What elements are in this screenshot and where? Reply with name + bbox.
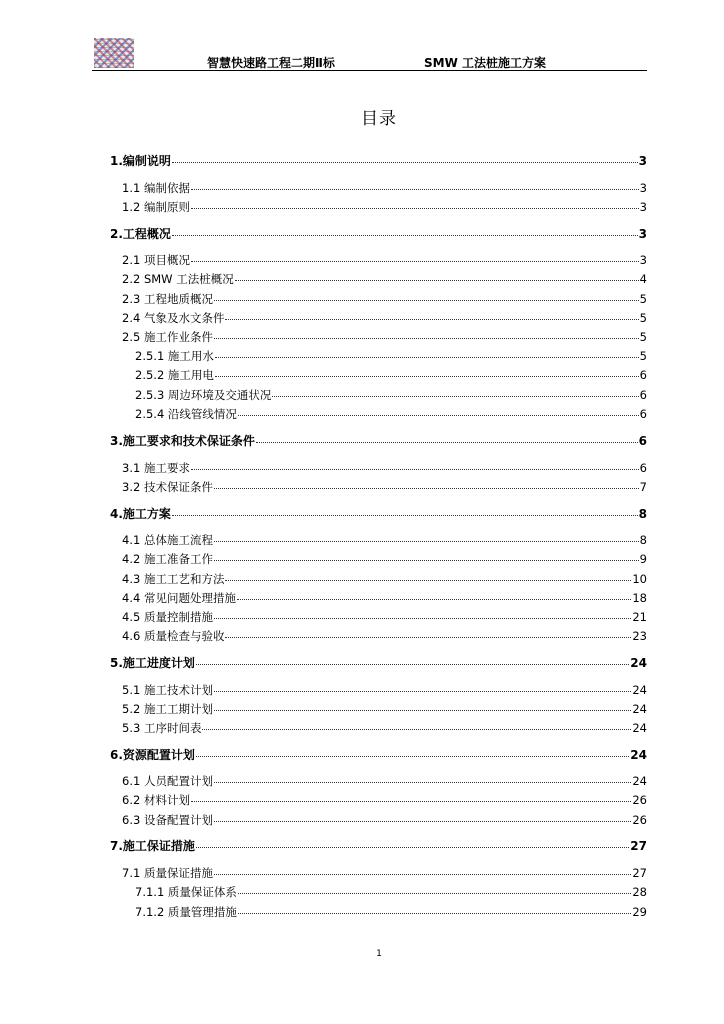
toc-dot-leader (214, 678, 631, 692)
toc-entry-title: 2.5.3 周边环境及交通状况 (135, 388, 272, 402)
toc-entry[interactable] (122, 308, 647, 326)
toc-entry[interactable] (135, 385, 647, 403)
toc-entry-page: 6 (639, 407, 647, 421)
toc-dot-leader (214, 287, 639, 301)
toc-entry-title: 2.工程概况 (110, 227, 171, 241)
toc-entry-title: 2.1 项目概况 (122, 253, 190, 267)
header-project-name: 智慧快速路工程二期Ⅱ标 (207, 56, 335, 70)
toc-entry[interactable] (122, 863, 647, 881)
toc-entry-title: 3.施工要求和技术保证条件 (110, 434, 255, 448)
toc-entry[interactable] (135, 882, 647, 900)
toc-entry[interactable] (122, 718, 647, 736)
toc-entry-page: 24 (632, 721, 647, 735)
toc-entry[interactable] (122, 269, 647, 287)
toc-entry-title: 4.1 总体施工流程 (122, 533, 213, 547)
toc-entry[interactable] (110, 745, 647, 763)
toc-entry-title: 5.施工进度计划 (110, 656, 195, 670)
toc-entry-page: 3 (639, 181, 647, 195)
toc-entry[interactable] (122, 569, 647, 587)
toc-entry[interactable] (110, 224, 647, 242)
toc-entry[interactable] (122, 458, 647, 476)
page-number: 1 (376, 949, 382, 959)
toc-entry-page: 24 (630, 748, 647, 762)
toc-entry[interactable] (110, 431, 647, 449)
toc-dot-leader (235, 267, 639, 281)
toc-entry[interactable] (122, 477, 647, 495)
toc-entry-title: 4.6 质量检查与验收 (122, 629, 225, 643)
toc-entry[interactable] (122, 327, 647, 345)
toc-entry[interactable] (122, 680, 647, 698)
toc-dot-leader (214, 475, 639, 489)
toc-dot-leader (214, 769, 631, 783)
toc-entry-title: 7.1.1 质量保证体系 (135, 885, 237, 899)
toc-entry-page: 3 (639, 253, 647, 267)
toc-entry-page: 24 (632, 774, 647, 788)
toc-entry-page: 5 (639, 292, 647, 306)
toc-entry-page: 8 (638, 507, 647, 521)
toc-entry-title: 1.2 编制原则 (122, 200, 190, 214)
toc-entry-page: 3 (638, 154, 647, 168)
toc-entry-page: 24 (632, 683, 647, 697)
toc-entry-page: 23 (632, 629, 647, 643)
toc-entry[interactable] (122, 549, 647, 567)
toc-dot-leader (202, 716, 631, 730)
toc-entry[interactable] (135, 346, 647, 364)
toc-dot-leader (238, 900, 631, 914)
toc-dot-leader (196, 834, 629, 848)
toc-entry-page: 28 (632, 885, 647, 899)
toc-entry-page: 3 (638, 227, 647, 241)
toc-entry-page: 10 (632, 572, 647, 586)
toc-dot-leader (272, 383, 638, 397)
toc-dot-leader (237, 586, 631, 600)
toc-entry[interactable] (110, 504, 647, 522)
toc-entry-title: 1.编制说明 (110, 154, 171, 168)
toc-dot-leader (215, 344, 639, 358)
toc-dot-leader (214, 325, 639, 339)
toc-entry[interactable] (122, 607, 647, 625)
toc-entry-page: 4 (639, 272, 647, 286)
toc-entry[interactable] (135, 404, 647, 422)
toc-dot-leader (238, 880, 631, 894)
toc-dot-leader (225, 624, 631, 638)
toc-entry-title: 4.4 常见问题处理措施 (122, 591, 236, 605)
toc-dot-leader (172, 502, 638, 516)
toc-entry[interactable] (122, 250, 647, 268)
toc-dot-leader (214, 861, 631, 875)
toc-entry-page: 5 (639, 349, 647, 363)
toc-dot-leader (256, 429, 638, 443)
toc-entry-page: 27 (630, 839, 647, 853)
toc-entry[interactable] (122, 197, 647, 215)
toc-entry-title: 5.3 工序时间表 (122, 721, 202, 735)
toc-dot-leader (172, 222, 638, 236)
toc-entry-page: 26 (632, 793, 647, 807)
toc-entry-page: 8 (639, 533, 647, 547)
toc-dot-leader (191, 456, 639, 470)
toc-entry[interactable] (122, 530, 647, 548)
toc-entry-title: 2.5.2 施工用电 (135, 368, 214, 382)
toc-entry-title: 7.1.2 质量管理措施 (135, 905, 237, 919)
toc-entry[interactable] (110, 653, 647, 671)
toc-entry-page: 18 (632, 591, 647, 605)
toc-entry-page: 24 (632, 702, 647, 716)
toc-entry-title: 5.1 施工技术计划 (122, 683, 213, 697)
toc-dot-leader (196, 651, 629, 665)
toc-entry[interactable] (122, 289, 647, 307)
toc-entry-title: 4.3 施工工艺和方法 (122, 572, 225, 586)
toc-entry-page: 6 (639, 388, 647, 402)
toc-entry-title: 2.3 工程地质概况 (122, 292, 213, 306)
toc-entry-title: 6.2 材料计划 (122, 793, 190, 807)
toc-entry-page: 27 (632, 866, 647, 880)
toc-entry-title: 6.3 设备配置计划 (122, 813, 213, 827)
toc-dot-leader (214, 547, 639, 561)
toc-entry[interactable] (122, 588, 647, 606)
toc-dot-leader (214, 697, 631, 711)
toc-dot-leader (215, 363, 639, 377)
toc-entry[interactable] (122, 810, 647, 828)
toc-entry-page: 6 (639, 368, 647, 382)
toc-entry-page: 21 (632, 610, 647, 624)
toc-entry[interactable] (122, 790, 647, 808)
toc-entry-title: 5.2 施工工期计划 (122, 702, 213, 716)
toc-entry-title: 3.1 施工要求 (122, 461, 190, 475)
toc-dot-leader (225, 567, 631, 581)
toc-dot-leader (191, 788, 631, 802)
page-header (92, 36, 647, 71)
toc-entry-title: 6.1 人员配置计划 (122, 774, 213, 788)
toc-entry[interactable] (110, 836, 647, 854)
toc-entry-page: 29 (632, 905, 647, 919)
toc-dot-leader (191, 248, 639, 262)
company-logo-icon (94, 38, 134, 68)
toc-entry-title: 2.2 SMW 工法桩概况 (122, 272, 234, 286)
toc-dot-leader (225, 306, 638, 320)
toc-entry-page: 7 (639, 480, 647, 494)
toc-entry-title: 2.4 气象及水文条件 (122, 311, 225, 325)
toc-entry-page: 6 (638, 434, 647, 448)
toc-entry-page: 24 (630, 656, 647, 670)
toc-entry-title: 2.5 施工作业条件 (122, 330, 213, 344)
toc-entry-title: 7.1 质量保证措施 (122, 866, 213, 880)
toc-dot-leader (214, 605, 631, 619)
toc-dot-leader (214, 808, 631, 822)
toc-entry-title: 6.资源配置计划 (110, 748, 195, 762)
toc-dot-leader (172, 149, 638, 163)
toc-entry-title: 4.2 施工准备工作 (122, 552, 213, 566)
toc-entry-title: 7.施工保证措施 (110, 839, 195, 853)
toc-entry[interactable] (122, 178, 647, 196)
toc-entry-title: 2.5.1 施工用水 (135, 349, 214, 363)
toc-dot-leader (238, 402, 639, 416)
toc-entry-title: 4.施工方案 (110, 507, 171, 521)
toc-entry-title: 1.1 编制依据 (122, 181, 190, 195)
toc-entry[interactable] (122, 771, 647, 789)
toc-entry-page: 3 (639, 200, 647, 214)
header-document-title: SMW 工法桩施工方案 (424, 56, 546, 70)
toc-entry[interactable] (122, 626, 647, 644)
toc-entry-title: 2.5.4 沿线管线情况 (135, 407, 237, 421)
toc-entry-title: 3.2 技术保证条件 (122, 480, 213, 494)
toc-entry[interactable] (135, 365, 647, 383)
toc-entry[interactable] (135, 902, 647, 920)
toc-dot-leader (191, 176, 639, 190)
toc-entry-page: 9 (639, 552, 647, 566)
toc-entry-page: 6 (639, 461, 647, 475)
toc-entry-page: 5 (639, 330, 647, 344)
toc-entry[interactable] (110, 151, 647, 169)
toc-entry-page: 26 (632, 813, 647, 827)
toc-entry-page: 5 (639, 311, 647, 325)
toc-dot-leader (191, 195, 639, 209)
toc-dot-leader (196, 743, 629, 757)
toc-entry-title: 4.5 质量控制措施 (122, 610, 213, 624)
toc-entry[interactable] (122, 699, 647, 717)
toc-dot-leader (214, 528, 639, 542)
toc-title: 目录 (361, 109, 397, 129)
